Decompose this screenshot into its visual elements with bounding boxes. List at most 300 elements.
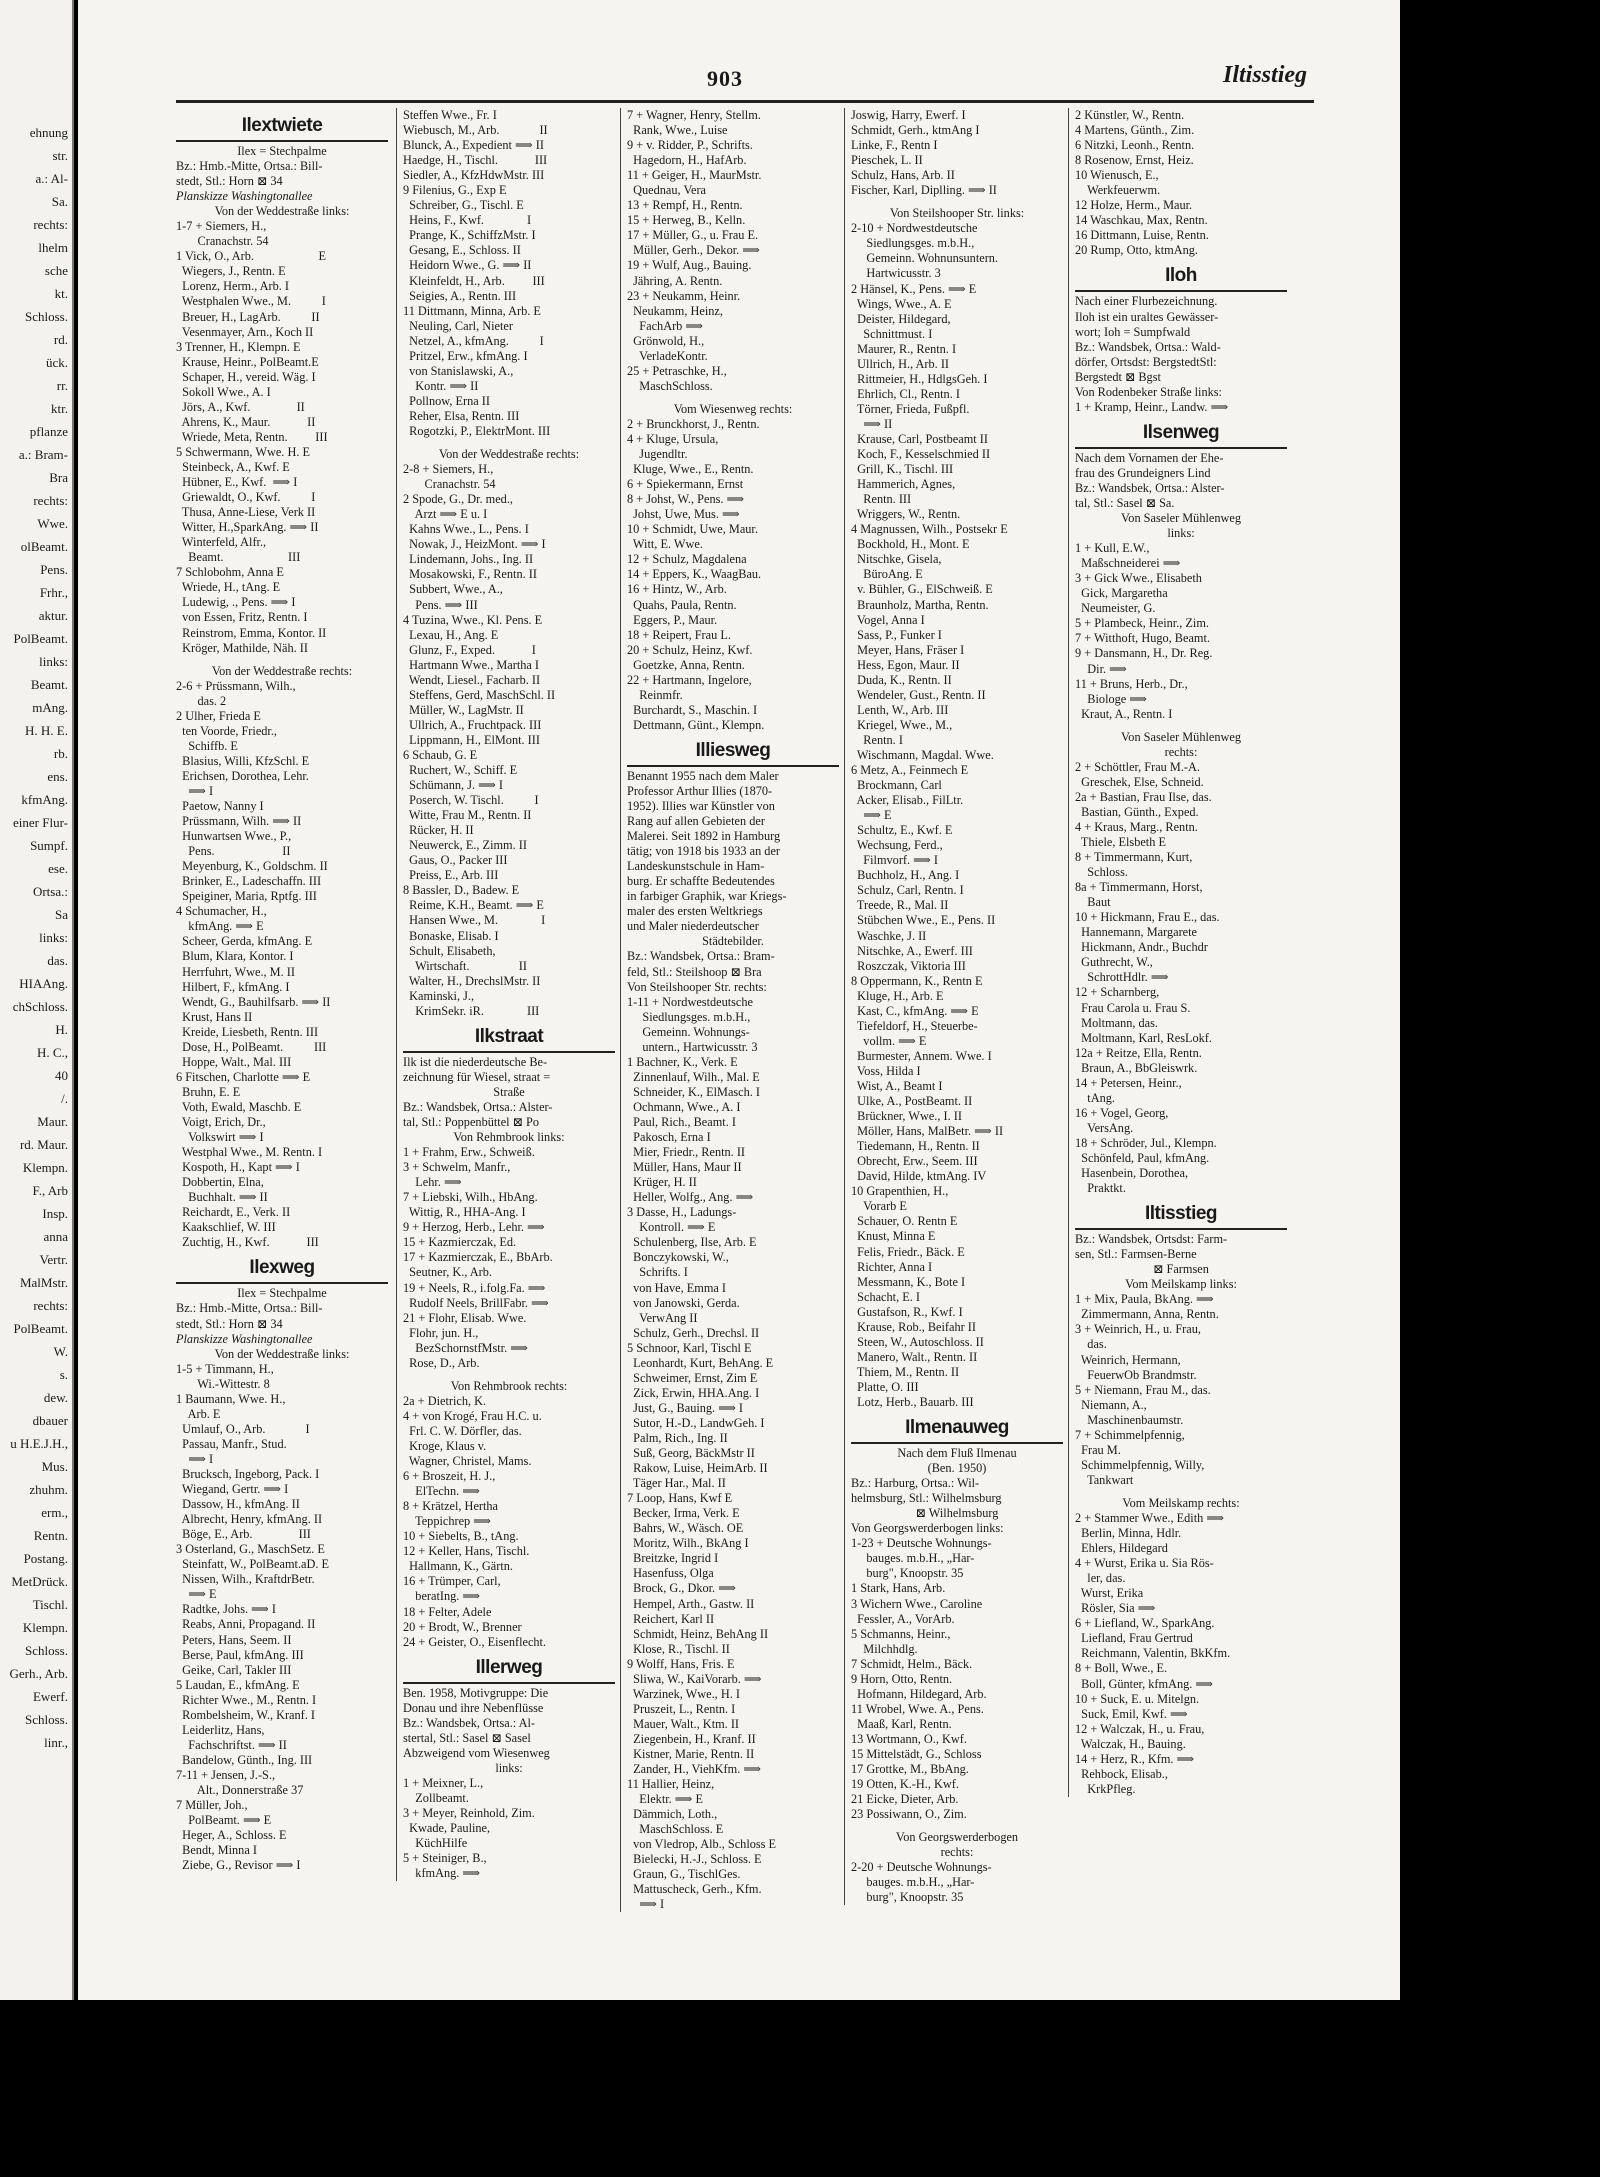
directory-line: 1 + Mix, Paula, BkAng. ⟹ [1075,1292,1214,1307]
prev-page-text: /. [61,1091,68,1106]
directory-line: 5 Schwermann, Wwe. H. E [176,444,310,459]
directory-line: Heidorn Wwe., G. ⟹ II [403,258,532,273]
directory-line: Schult, Elisabeth, [403,943,496,958]
directory-line: Ilk ist die niederdeutsche Be- [403,1054,548,1069]
directory-line: Wendt, Liesel., Facharb. II [403,672,541,687]
directory-line: VerladeKontr. [627,348,708,363]
prev-page-text: olBeamt. [20,539,68,554]
directory-line: wort; Ioh = Sumpfwald [1075,324,1191,339]
directory-line: Witter, H.,SparkAng. ⟹ II [176,520,319,535]
directory-line: Rose, D., Arb. [403,1355,480,1370]
directory-line: maler des ersten Weltkriegs [627,904,763,919]
directory-line: Bonczykowski, W., [627,1250,729,1265]
directory-line: 3 Osterland, G., MaschSetz. E [176,1542,325,1557]
prev-page-text: Sumpf. [30,838,68,853]
directory-line: BüroAng. E [851,567,923,582]
prev-page-text: kt. [54,286,68,301]
directory-line: Teppichrep ⟹ [403,1514,491,1529]
directory-line: und Maler niederdeutscher [627,919,759,934]
directory-line: Ulke, A., PostBeamt. II [851,1094,973,1109]
directory-line: Schulz, Hans, Arb. II [851,168,955,183]
directory-line: 18 + Schröder, Jul., Klempn. [1075,1135,1217,1150]
directory-line: 4 + von Krogé, Frau H.C. u. [403,1408,542,1423]
directory-line: Ilex = Stechpalme [237,144,327,158]
prev-page-text: rechts: [33,217,68,232]
directory-line: Landeskunstschule in Ham- [627,859,765,874]
directory-line: Hallmann, K., Gärtn. [403,1559,513,1574]
directory-line: 7 + Witthoft, Hugo, Beamt. [1075,631,1210,646]
directory-line: 7 + Liebski, Wilh., HbAng. [403,1190,538,1205]
directory-line: MaschSchloss. E [627,1822,724,1837]
directory-line: Schümann, J. ⟹ I [403,778,503,793]
directory-line: Peters, Hans, Seem. II [176,1632,292,1647]
directory-line: Leonhardt, Kurt, BehAng. E [627,1355,774,1370]
prev-page-text: Insp. [42,1206,68,1221]
directory-line: Zinnenlauf, Wilh., Mal. E [627,1069,760,1084]
prev-page-text: chSchloss. [12,999,68,1014]
prev-page-text: rb. [53,746,68,761]
directory-line: Schiffb. E [176,738,238,753]
directory-line: Kaakschlief, W. III [176,1220,276,1235]
directory-line: Maschinenbaumstr. [1075,1412,1184,1427]
directory-line: Thiem, M., Rentn. II [851,1364,960,1379]
directory-line: Ziebe, G., Revisor ⟹ I [176,1858,301,1873]
directory-line: Steffen Wwe., Fr. I [403,108,497,122]
directory-line: ⟹ I [627,1897,665,1912]
directory-line: 2 Künstler, W., Rentn. [1075,108,1185,122]
directory-line: 17 Grottke, M., BbAng. [851,1762,969,1777]
directory-line: das. [1075,1337,1107,1352]
directory-line: FachArb ⟹ [627,318,704,333]
directory-line: Wiebusch, M., Arb. II [403,123,548,138]
directory-line: Hübner, E., Kwf. ⟹ I [176,475,298,490]
directory-line: Wischmann, Magdal. Wwe. [851,747,994,762]
directory-line: 3 + Gick Wwe., Elisabeth [1075,571,1202,586]
directory-line: Seutner, K., Arb. [403,1265,492,1280]
directory-line: 20 + Schulz, Heinz, Kwf. [627,642,753,657]
directory-line: Bastian, Günth., Exped. [1075,804,1199,819]
directory-line: Arb. E [176,1406,221,1421]
directory-line: Müller, Gerh., Dekor. ⟹ [627,243,760,258]
directory-line: Bz.: Wandsbek, Ortsa.: Alster- [1075,480,1225,495]
directory-line: Knust, Minna E [851,1229,936,1244]
directory-line: 7 Müller, Joh., [176,1798,248,1813]
directory-line: 2 + Schöttler, Frau M.-A. [1075,759,1200,774]
directory-line: Kwade, Pauline, [403,1821,491,1836]
directory-line: das. 2 [176,693,227,708]
running-head: Iltisstieg [1223,62,1308,88]
directory-line: FeuerwOb Brandmstr. [1075,1367,1197,1382]
directory-line: Hammerich, Agnes, [851,477,956,492]
prev-page-text: Mus. [41,1459,68,1474]
directory-line: Städtebilder. [702,934,764,949]
directory-line: 1 Baumann, Wwe. H., [176,1391,286,1406]
directory-line: Moltmann, Karl, ResLokf. [1075,1030,1212,1045]
directory-line: Stübchen Wwe., E., Pens. II [851,913,996,928]
directory-line: Kistner, Marie, Rentn. II [627,1746,755,1761]
directory-line: Blasius, Willi, KfzSchl. E [176,753,310,768]
directory-line: stertal, Stl.: Sasel ⊠ Sasel [403,1730,531,1745]
prev-page-text: H. H. E. [25,723,68,738]
directory-line: Poserch, W. Tischl. I [403,793,539,808]
prev-page-text: aktur. [38,608,68,623]
directory-line: KrimSekr. iR. III [403,1003,540,1018]
directory-line: 8a + Timmermann, Horst, [1075,880,1203,895]
directory-line: Suck, Emil, Kwf. ⟹ [1075,1706,1188,1721]
directory-line: Volkswirt ⟹ I [176,1130,264,1145]
directory-line: 6 + Spiekermann, Ernst [627,477,744,492]
directory-line: Walczak, H., Bauing. [1075,1736,1186,1751]
directory-line: Felis, Friedr., Bäck. E [851,1244,965,1259]
directory-line: Messmann, K., Bote I [851,1274,966,1289]
directory-line: Kaminski, J., [403,988,475,1003]
spacer [176,656,388,664]
directory-line: Lorenz, Herm., Arb. I [176,279,290,294]
directory-line: Steinbeck, A., Kwf. E [176,459,290,474]
directory-line: Gesang, E., Schloss. II [403,243,521,258]
directory-line: 1 + Frahm, Erw., Schweiß. [403,1145,535,1160]
directory-line: Reinmfr. [627,687,683,702]
directory-line: Hickmann, Andr., Buchdr [1075,940,1208,955]
directory-line: Krause, Carl, Postbeamt II [851,431,988,446]
prev-page-text: H. [55,1022,68,1037]
directory-line: 5 + Steiniger, B., [403,1851,487,1866]
prev-page-text: pflanze [29,424,68,439]
directory-line: 18 + Reipert, Frau L. [627,627,731,642]
directory-line: Frau M. [1075,1442,1121,1457]
directory-line: Malerei. Seit 1892 in Hamburg [627,829,781,844]
directory-line: Brock, G., Dkor. ⟹ [627,1581,736,1596]
directory-line: 16 + Trümper, Carl, [403,1574,501,1589]
directory-line: von Essen, Fritz, Rentn. I [176,610,308,625]
directory-line: Jörs, A., Kwf. II [176,399,305,414]
prev-page-text: ktr. [51,401,68,416]
directory-line: PolBeamt. ⟹ E [176,1813,272,1828]
directory-line: Lenth, W., Arb. III [851,702,949,717]
directory-line: 6 Schaub, G. E [403,747,478,762]
directory-line: KrkPfleg. [1075,1781,1136,1796]
directory-line: Milchhdlg. [851,1641,918,1656]
directory-line: Mattuscheck, Gerh., Kfm. [627,1882,762,1897]
directory-line: Pieschek, L. II [851,153,923,168]
directory-line: Bz.: Wandsbek, Ortsa.: Bram- [627,949,775,964]
directory-line: Krause, Heinr., PolBeamt.E [176,354,319,369]
directory-line: ElTechn. ⟹ [403,1484,480,1499]
directory-line: Schimmelpfennig, Willy, [1075,1457,1205,1472]
directory-line: Rudolf Neels, BrillFabr. ⟹ [403,1295,549,1310]
directory-line: Steen, W., Autoschloss. II [851,1334,984,1349]
directory-line: 5 + Plambeck, Heinr., Zim. [1075,616,1209,631]
directory-line: Dassow, H., kfmAng. II [176,1497,300,1512]
directory-page [78,0,1400,2000]
directory-line: Wist, A., Beamt I [851,1079,943,1093]
directory-line: Obrecht, Erw., Seem. III [851,1154,978,1169]
directory-line: Grill, K., Tischl. III [851,462,954,477]
directory-line: 11 Dittmann, Minna, Arb. E [403,303,541,318]
directory-line: beratIng. ⟹ [403,1589,481,1604]
directory-line: 4 + Kraus, Marg., Rentn. [1075,819,1198,834]
directory-line: Wechsung, Ferd., [851,838,943,853]
directory-line: zeichnung für Wiesel, straat = [403,1069,551,1084]
directory-line: Donau und ihre Nebenflüsse [403,1700,544,1715]
directory-line: Wiegand, Gertr. ⟹ I [176,1482,289,1497]
directory-line: Rentn. III [851,492,912,507]
directory-line: Hannemann, Margarete [1075,925,1198,940]
directory-line: Thiele, Elsbeth E [1075,835,1166,850]
directory-line: ⟹ E [176,1587,217,1602]
directory-line: Frau Carola u. Frau S. [1075,1000,1191,1015]
directory-line: von Stanislawski, A., [403,363,514,378]
prev-page-text: Frhr., [39,585,68,600]
directory-line: Prange, K., SchiffzMstr. I [403,228,536,243]
directory-line: Müller, Hans, Maur II [627,1160,742,1175]
street-heading: Illiesweg [627,737,839,767]
directory-line: 6 Nitzki, Leonh., Rentn. [1075,138,1195,153]
directory-line: Arzt ⟹ E u. I [403,507,488,522]
directory-line: 10 Grapenthien, H., [851,1184,949,1199]
directory-line: Zick, Erwin, HHA.Ang. I [627,1385,760,1400]
directory-line: Moltmann, das. [1075,1015,1158,1030]
directory-line: 25 + Petraschke, H., [627,363,727,378]
directory-line: 2-10 + Nordwestdeutsche [851,221,978,236]
directory-line: Pollnow, Erna II [403,393,490,408]
directory-line: Johst, Uwe, Mus. ⟹ [627,507,740,522]
directory-line: Von der Weddestraße links: [214,1346,350,1361]
directory-line: Acker, Elisab., FilLtr. [851,793,964,808]
directory-line: Speiginer, Maria, Rptfg. III [176,889,317,904]
directory-line: Brockmann, Carl [851,778,942,793]
directory-line: ⊠ Wilhelmsburg [915,1506,999,1521]
directory-line: Iloh ist ein uraltes Gewässer- [1075,309,1219,324]
directory-line: kfmAng. ⟹ E [176,919,264,934]
directory-line: 11 + Bruns, Herb., Dr., [1075,676,1188,691]
directory-line: Burchardt, S., Maschin. I [627,702,758,717]
directory-line: Nissen, Wilh., KraftdrBetr. [176,1572,315,1587]
directory-line: 1 Stark, Hans, Arb. [851,1581,946,1596]
directory-line: burg", Knoopstr. 35 [851,1566,964,1581]
directory-line: Schweimer, Ernst, Zim E [627,1370,758,1385]
directory-line: Geike, Carl, Takler III [176,1662,292,1677]
prev-page-text: W. [53,1344,68,1359]
prev-page-text: Bra [49,470,68,485]
directory-line: Burmester, Annem. Wwe. I [851,1048,992,1063]
directory-line: Dettmann, Günt., Klempn. [627,717,765,732]
directory-line: Kahns Wwe., L., Pens. I [403,522,529,537]
column-2 [396,108,615,1881]
spacer [403,1371,615,1379]
directory-line: links: [1167,526,1195,541]
directory-line: 8 Bassler, D., Badew. E [403,883,520,898]
directory-line: Paul, Rich., Beamt. I [627,1115,736,1129]
directory-line: Tankwart [1075,1472,1134,1487]
directory-line: 12 + Schulz, Magdalena [627,552,747,567]
prev-page-text: Klempn. [22,1160,68,1175]
prev-page-text: dbauer [32,1413,68,1428]
directory-line: Gemeinn. Wohnungs- [627,1024,750,1039]
directory-line: Maaß, Karl, Rentn. [851,1716,952,1731]
directory-line: Kreide, Liesbeth, Rentn. III [176,1024,319,1039]
prev-page-text: Wwe. [37,516,68,531]
directory-line: Schulenberg, Ilse, Arb. E [627,1235,757,1250]
directory-line: in farbiger Graphik, war Kriegs- [627,889,787,904]
directory-line: Vom Meilskamp links: [1125,1277,1237,1292]
directory-line: 9 Filenius, G., Exp E [403,183,507,198]
directory-line: 1-11 + Nordwestdeutsche [627,994,754,1009]
directory-line: Meyer, Hans, Fräser I [851,642,965,657]
directory-line: Wittig, R., HHA-Ang. I [403,1205,526,1220]
prev-page-text: H. C., [36,1045,68,1060]
directory-line: Bz.: Wandsbek, Ortsa.: Alster- [403,1099,553,1114]
directory-line: Biologe ⟹ [1075,691,1147,706]
directory-line: 7 Schlobohm, Anna E [176,565,284,580]
directory-line: 5 + Niemann, Frau M., das. [1075,1382,1211,1397]
directory-line: 1 + Meixner, L., [403,1775,484,1790]
directory-line: Von Rehmbrook links: [453,1130,565,1145]
directory-line: Von der Weddestraße rechts: [438,447,580,462]
prev-page-text: kfmAng. [21,792,68,807]
directory-line: 4 + Kluge, Ursula, [627,431,719,446]
directory-line: 16 + Vogel, Georg, [1075,1105,1169,1120]
directory-line: Paetow, Nanny I [176,799,264,814]
directory-line: Herrfuhrt, Wwe., M. II [176,964,295,979]
directory-line: Braunholz, Martha, Rentn. [851,597,989,612]
directory-line: untern., Hartwicusstr. 3 [627,1039,758,1054]
directory-line: Bz.: Hmb.-Mitte, Ortsa.: Bill- [176,1301,323,1316]
directory-line: Berse, Paul, kfmAng. III [176,1647,304,1662]
prev-page-text: rr. [56,378,68,393]
directory-line: 1 Vick, O., Arb. E [176,249,327,264]
directory-line: helmsburg, Stl.: Wilhelmsburg [851,1491,1002,1506]
prev-page-text: ese. [48,861,68,876]
directory-line: 14 + Herz, R., Kfm. ⟹ [1075,1751,1195,1766]
directory-line: ⟹ I [176,1451,214,1466]
directory-line: Guthrecht, W., [1075,955,1153,970]
directory-line: Richter Wwe., M., Rentn. I [176,1692,317,1707]
prev-page-text: Ewerf. [32,1689,68,1704]
directory-line: Nach dem Fluß Ilmenau [897,1446,1017,1461]
street-heading: Ilmenauweg [851,1414,1063,1444]
directory-line: Wagner, Christel, Mams. [403,1454,532,1469]
directory-line: 10 + Schmidt, Uwe, Maur. [627,522,758,537]
directory-line: Hagedorn, H., HafArb. [627,153,747,168]
directory-line: Buchholz, H., Ang. I [851,868,960,883]
directory-line: Quahs, Paula, Rentn. [627,597,737,612]
directory-line: Bz.: Harburg, Ortsa.: Wil- [851,1476,980,1491]
prev-page-text: erm., [41,1505,68,1520]
directory-line: Pruszeit, L., Rentn. I [627,1701,736,1716]
directory-line: frau des Grundeigners Lind [1075,465,1211,480]
directory-line: 7 Schmidt, Helm., Bäck. [851,1656,973,1671]
directory-line: links: [495,1760,523,1775]
directory-line: Ziegenbein, H., Kranf. II [627,1731,756,1746]
directory-line: Erichsen, Dorothea, Lehr. [176,768,309,783]
directory-line: Ullrich, H., Arb. II [851,356,950,371]
directory-line: Baut [1075,895,1111,910]
directory-line: Rentn. I [851,732,903,747]
directory-line: tAng. [1075,1090,1115,1105]
column-3 [620,108,839,1912]
directory-line: Von Georgswerderbogen links: [851,1521,1004,1536]
prev-page-text: Beamt. [30,677,68,692]
directory-line: 5 Schmanns, Heinr., [851,1626,951,1641]
directory-line: Mosakowski, F., Rentn. II [403,567,537,582]
directory-line: Berlin, Minna, Hdlr. [1075,1526,1182,1541]
directory-line: Heger, A., Schloss. E [176,1828,287,1843]
directory-line: 23 Possiwann, O., Zim. [851,1807,967,1822]
spacer [1075,722,1287,730]
directory-line: Goetzke, Anna, Rentn. [627,657,745,672]
directory-line: Beamt. III [176,550,301,565]
directory-line: Rang auf allen Gebieten der [627,814,765,829]
directory-line: Müller, W., LagMstr. II [403,702,524,717]
directory-line: Vorarb E [851,1199,907,1214]
directory-line: Heller, Wolfg., Ang. ⟹ [627,1190,754,1205]
directory-line: Palm, Rich., Ing. II [627,1430,728,1445]
directory-line: Schönfeld, Paul, kfmAng. [1075,1151,1210,1165]
directory-line: Moritz, Wilh., BkAng I [627,1536,749,1551]
directory-line: Von Saseler Mühlenweg [1121,729,1241,744]
directory-line: tal, Stl.: Sasel ⊠ Sa. [1075,495,1175,510]
directory-line: 12a + Reitze, Ella, Rentn. [1075,1045,1202,1060]
directory-line: Bz.: Wandsbek, Ortsdst: Farm- [1075,1232,1228,1247]
directory-line: 8 Rosenow, Ernst, Heiz. [1075,153,1194,168]
directory-line: Praktkt. [1075,1181,1126,1196]
directory-line: Ehlers, Hildegard [1075,1541,1168,1556]
directory-line: Schacht, E. I [851,1289,920,1304]
directory-line: Jugendltr. [627,447,688,462]
prev-page-text: Ortsa.: [32,884,68,899]
directory-line: Fischer, Karl, Diplling. ⟹ II [851,183,997,198]
directory-line: Bonaske, Elisab. I [403,928,499,943]
directory-line: Steffens, Gerd, MaschSchl. II [403,687,556,702]
directory-line: Ahrens, K., Maur. II [176,414,316,429]
prev-page-text: Sa. [51,194,68,209]
directory-line: Wings, Wwe., A. E [851,296,952,311]
directory-line: Ben. 1958, Motivgruppe: Die [403,1685,549,1700]
directory-line: Neukamm, Heinz, [627,303,723,318]
directory-line: BezSchornstfMstr. ⟹ [403,1340,528,1355]
directory-line: Umlauf, O., Arb. I [176,1421,310,1436]
directory-line: Vom Wiesenweg rechts: [673,401,793,416]
directory-line: 11 Hallier, Heinz, [627,1777,715,1792]
directory-line: Westphal Wwe., M. Rentn. I [176,1145,323,1160]
prev-page-text: Schloss. [25,1712,68,1727]
directory-line: (Ben. 1950) [927,1461,987,1476]
directory-line: ten Voorde, Friedr., [176,723,277,738]
directory-line: 6 Fitschen, Charlotte ⟹ E [176,1069,311,1084]
directory-line: Planskizze Washingtonallee [176,1331,313,1346]
prev-page-text: F., Arb [32,1183,68,1198]
directory-line: feld, Stl.: Steilshoop ⊠ Bra [627,964,762,979]
directory-line: Voigt, Erich, Dr., [176,1115,266,1129]
directory-line: Sokoll Wwe., A. I [176,384,271,399]
prev-page-text: HIAAng. [19,976,68,991]
directory-line: 8 + Johst, W., Pens. ⟹ [627,492,745,507]
directory-line: Siedlungsges. m.b.H., [627,1009,751,1024]
directory-line: Weinrich, Hermann, [1075,1352,1181,1367]
directory-line: 12 Holze, Herm., Maur. [1075,198,1193,213]
directory-line: Wendeler, Gust., Rentn. II [851,687,986,702]
directory-line: David, Hilde, ktmAng. IV [851,1169,987,1184]
directory-line: Schulz, Carl, Rentn. I [851,883,964,898]
directory-line: Nach dem Vornamen der Ehe- [1075,450,1224,465]
directory-line: SchrottHdlr. ⟹ [1075,970,1169,985]
directory-line: Von Steilshooper Str. links: [889,206,1025,221]
prev-page-text: links: [39,930,68,945]
directory-line: Nowak, J., HeizMont. ⟹ I [403,537,546,552]
directory-line: Lexau, H., Ang. E [403,627,499,642]
directory-line: Warzinek, Wwe., H. I [627,1686,740,1701]
